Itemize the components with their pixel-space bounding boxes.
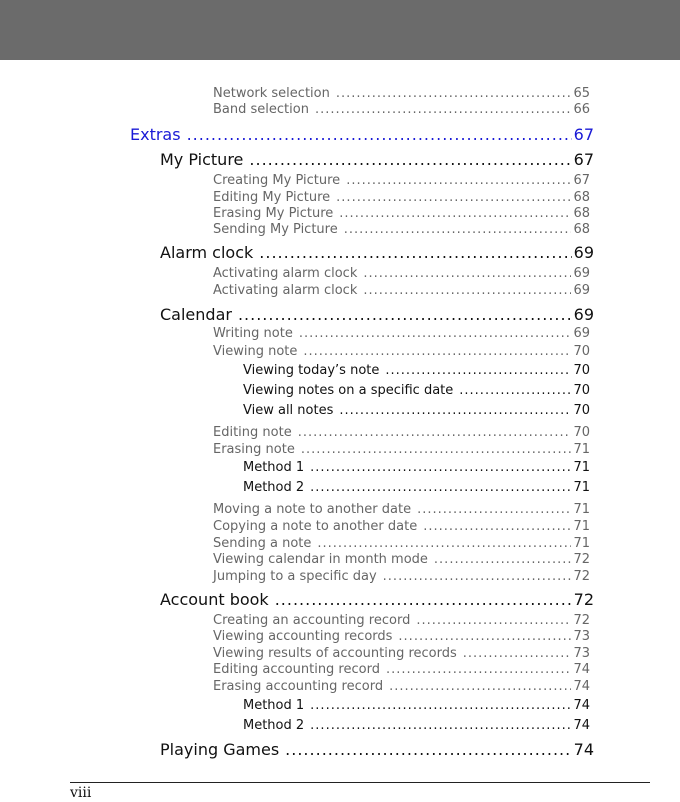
toc-entry-title: Playing Games [160,740,280,759]
toc-entry-page: 67 [573,125,594,144]
toc-leader-dots [310,480,571,495]
toc-entry-page: 71 [573,460,590,475]
toc-entry-sub [213,662,590,677]
toc-entry-page: 72 [573,613,590,628]
toc-leader-dots [416,613,571,628]
toc-leader-dots [315,102,572,117]
toc-entry-title: Viewing today’s note [243,363,380,378]
toc-entry-page: 72 [573,569,590,584]
toc-entry-sub [213,206,590,221]
toc-entry-page: 68 [573,206,590,221]
toc-leader-dots [423,519,571,534]
toc-entry-page: 71 [573,519,590,534]
toc-leader-dots [317,536,571,551]
toc-entry-page: 70 [573,344,590,359]
toc-entry-title: Copying a note to another date [213,519,418,534]
toc-entry-page: 69 [573,326,590,341]
toc-entry-sub [213,173,590,188]
toc-leader-dots [346,173,571,188]
toc-entry-page: 68 [573,190,590,205]
toc-entry-page: 70 [573,425,590,440]
toc-entry-title: Creating an accounting record [213,613,411,628]
toc-leader-dots [310,718,571,733]
toc-entry-page: 71 [573,480,590,495]
toc-entry-title: Viewing calendar in month mode [213,552,428,567]
toc-entry-sub [213,679,590,694]
toc-entry-title: Jumping to a specific day [213,569,377,584]
toc-entry-chapter [130,125,594,144]
toc-entry-section [160,590,594,609]
toc-entry-sub [213,344,590,359]
toc-leader-dots [383,569,572,584]
toc-entry-title: Erasing My Picture [213,206,334,221]
toc-entry-page: 74 [573,698,590,713]
toc-entry-page: 72 [573,590,594,609]
toc-entry-page: 71 [573,536,590,551]
toc-entry-page: 69 [573,243,594,262]
toc-entry-sub [213,190,590,205]
toc-leader-dots [363,283,571,298]
toc-leader-dots [434,552,572,567]
toc-entry-title: Method 1 [243,698,305,713]
toc-entry-page: 70 [573,403,590,418]
toc-entry-page: 69 [573,305,594,324]
toc-entry-page: 67 [573,150,594,169]
toc-entry-sub [213,442,590,457]
toc-entry-title: Editing My Picture [213,190,331,205]
toc-entry-subsub [243,718,590,733]
toc-leader-dots [386,662,571,677]
toc-leader-dots [301,442,572,457]
toc-entry-title: Erasing note [213,442,295,457]
toc-entry-sub [213,283,590,298]
toc-entry-page: 66 [573,102,590,117]
toc-entry-title: Network selection [213,86,330,101]
footer-divider [70,782,650,783]
toc-entry-title: Viewing results of accounting records [213,646,457,661]
toc-entry-title: My Picture [160,150,244,169]
toc-entry-sub [213,266,590,281]
toc-entry-section [160,740,594,759]
toc-entry-section [160,305,594,324]
toc-entry-title: Sending a note [213,536,312,551]
toc-entry-sub [213,326,590,341]
toc-entry-subsub [243,460,590,475]
toc-entry-title: Alarm clock [160,243,254,262]
toc-entry-page: 74 [573,718,590,733]
toc-leader-dots [417,502,571,517]
toc-leader-dots [249,150,571,169]
toc-entry-page: 69 [573,266,590,281]
toc-entry-title: Sending My Picture [213,222,338,237]
toc-leader-dots [336,190,571,205]
toc-entry-page: 74 [573,679,590,694]
toc-entry-title: Calendar [160,305,232,324]
toc-entry-subsub [243,480,590,495]
toc-leader-dots [339,403,571,418]
toc-entry-sub [213,86,590,101]
toc-entry-title: Band selection [213,102,309,117]
toc-entry-section [160,150,594,169]
toc-entry-section [160,243,594,262]
toc-entry-page: 68 [573,222,590,237]
toc-leader-dots [310,698,571,713]
toc-entry-subsub [243,698,590,713]
toc-entry-title: Creating My Picture [213,173,341,188]
toc-entry-page: 73 [573,629,590,644]
page-number: viii [70,785,92,801]
toc-leader-dots [459,383,571,398]
toc-entry-sub [213,502,590,517]
toc-leader-dots [339,206,571,221]
toc-entry-page: 74 [573,662,590,677]
toc-entry-sub [213,222,590,237]
toc-leader-dots [298,425,572,440]
toc-leader-dots [187,125,572,144]
toc-entry-sub [213,613,590,628]
toc-entry-title: Extras [130,125,181,144]
toc-entry-page: 70 [573,383,590,398]
toc-entry-page: 69 [573,283,590,298]
toc-entry-subsub [243,383,590,398]
toc-entry-page: 72 [573,552,590,567]
toc-entry-sub [213,425,590,440]
toc-entry-title: Activating alarm clock [213,283,358,298]
toc-entry-page: 67 [573,173,590,188]
toc-entry-title: Account book [160,590,269,609]
toc-entry-sub [213,519,590,534]
toc-entry-page: 71 [573,502,590,517]
toc-entry-page: 70 [573,363,590,378]
toc-leader-dots [303,344,571,359]
toc-leader-dots [259,243,571,262]
toc-entry-title: View all notes [243,403,334,418]
toc-entry-title: Editing accounting record [213,662,380,677]
toc-entry-sub [213,569,590,584]
toc-entry-subsub [243,363,590,378]
toc-leader-dots [310,460,571,475]
toc-entry-title: Viewing notes on a specific date [243,383,454,398]
toc-entry-sub [213,629,590,644]
toc-entry-page: 65 [573,86,590,101]
toc-entry-title: Writing note [213,326,293,341]
toc-entry-title: Editing note [213,425,292,440]
toc-leader-dots [398,629,571,644]
toc-leader-dots [363,266,571,281]
toc-entry-sub [213,552,590,567]
toc-leader-dots [238,305,572,324]
toc-entry-title: Method 2 [243,480,305,495]
toc-leader-dots [299,326,572,341]
toc-entry-subsub [243,403,590,418]
toc-leader-dots [336,86,572,101]
toc-leader-dots [385,363,571,378]
toc-leader-dots [463,646,572,661]
toc-entry-title: Viewing accounting records [213,629,393,644]
toc-entry-title: Method 1 [243,460,305,475]
toc-entry-sub [213,646,590,661]
toc-entry-title: Viewing note [213,344,298,359]
toc-entry-title: Erasing accounting record [213,679,384,694]
toc-entry-sub [213,536,590,551]
toc-entry-page: 71 [573,442,590,457]
toc-entry-page: 73 [573,646,590,661]
toc-entry-title: Method 2 [243,718,305,733]
toc-leader-dots [285,740,571,759]
toc-entry-title: Moving a note to another date [213,502,412,517]
toc-entry-title: Activating alarm clock [213,266,358,281]
toc-leader-dots [275,590,572,609]
toc-leader-dots [389,679,571,694]
toc-entry-sub [213,102,590,117]
toc-entry-page: 74 [573,740,594,759]
toc-leader-dots [344,222,572,237]
